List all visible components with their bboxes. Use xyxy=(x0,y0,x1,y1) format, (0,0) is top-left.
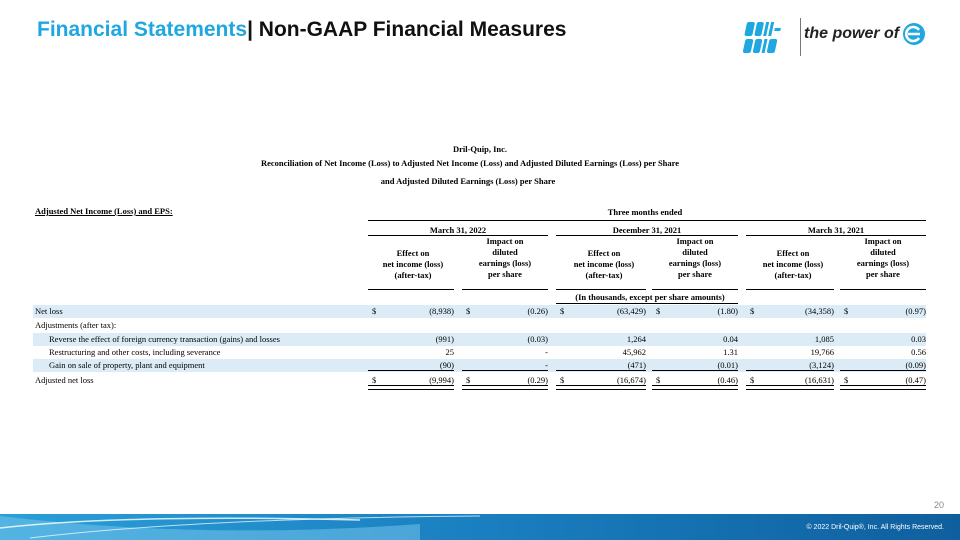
subtotal-underline xyxy=(746,370,834,371)
table-cell: 1,085 xyxy=(814,334,834,344)
table-row xyxy=(33,319,926,332)
currency-symbol: $ xyxy=(656,306,661,316)
column-header-line: Impact on xyxy=(864,236,902,246)
column-header-line: net income (loss) xyxy=(762,259,824,269)
row-label: Restructuring and other costs, including severance xyxy=(49,347,221,357)
table-cell: 25 xyxy=(445,347,454,357)
span-header: Three months ended xyxy=(607,207,683,217)
total-double-underline xyxy=(746,385,834,390)
table-cell: 1,264 xyxy=(626,334,646,344)
subtotal-underline xyxy=(652,370,738,371)
subtotal-underline xyxy=(840,370,926,371)
table-cell: (63,429) xyxy=(616,306,646,316)
column-header-underline xyxy=(840,289,926,290)
table-cell: 0.04 xyxy=(723,334,738,344)
currency-symbol: $ xyxy=(466,375,471,385)
table-cell: (9,994) xyxy=(429,375,454,385)
column-header-line: diluted xyxy=(682,247,708,257)
total-double-underline xyxy=(556,385,646,390)
column-header-line: Effect on xyxy=(396,248,430,258)
total-double-underline xyxy=(840,385,926,390)
column-header-line: Effect on xyxy=(776,248,810,258)
column-header-underline xyxy=(556,289,646,290)
table-row xyxy=(33,346,926,359)
column-header-line: Impact on xyxy=(486,236,524,246)
column-header-line: per share xyxy=(678,269,712,279)
column-header-line: (after-tax) xyxy=(585,270,623,280)
table-cell: (0.47) xyxy=(905,375,926,385)
currency-symbol: $ xyxy=(560,306,565,316)
span-underline xyxy=(368,220,926,221)
table-cell: 19,766 xyxy=(810,347,834,357)
table-cell: 1.31 xyxy=(723,347,738,357)
units-note: (In thousands, except per share amounts) xyxy=(575,292,725,302)
table-cell: (0.46) xyxy=(717,375,738,385)
column-header-impact xyxy=(462,236,548,280)
currency-symbol: $ xyxy=(750,375,755,385)
table-cell: (16,631) xyxy=(804,375,834,385)
title-accent: Financial Statements xyxy=(37,18,248,41)
period-header: December 31, 2021 xyxy=(612,225,682,235)
table-row xyxy=(33,305,926,318)
column-header-line: earnings (loss) xyxy=(478,258,532,268)
report-subtitle-1: Reconciliation of Net Income (Loss) to Adjusted Net Income (Loss) and Adjusted Diluted Earnings (Loss) per Share xyxy=(260,158,680,168)
copyright-text: © 2022 Dril-Quip®, Inc. All Rights Reserved. xyxy=(806,524,944,531)
currency-symbol: $ xyxy=(560,375,565,385)
column-header-line: Effect on xyxy=(587,248,621,258)
table-row xyxy=(33,333,926,346)
column-header-line: Impact on xyxy=(676,236,714,246)
column-header-effect xyxy=(556,248,652,281)
table-cell: - xyxy=(545,360,548,370)
table-cell: (0.01) xyxy=(717,360,738,370)
title-main: | Non-GAAP Financial Measures xyxy=(247,18,567,41)
table-cell: (8,938) xyxy=(429,306,454,316)
row-label: Adjustments (after tax): xyxy=(35,320,117,330)
subtotal-underline xyxy=(556,370,646,371)
column-header-underline xyxy=(368,289,454,290)
column-header-impact xyxy=(652,236,738,280)
column-header-line: per share xyxy=(866,269,900,279)
table-cell: 0.03 xyxy=(911,334,926,344)
column-header-line: diluted xyxy=(492,247,518,257)
column-header-line: diluted xyxy=(870,247,896,257)
report-subtitle-2: and Adjusted Diluted Earnings (Loss) per Share xyxy=(380,176,556,186)
column-header-effect xyxy=(746,248,840,281)
column-header-line: per share xyxy=(488,269,522,279)
page-title xyxy=(37,18,566,42)
column-header-line: net income (loss) xyxy=(382,259,444,269)
currency-symbol: $ xyxy=(844,375,849,385)
currency-symbol: $ xyxy=(844,306,849,316)
column-header-impact xyxy=(840,236,926,280)
currency-symbol: $ xyxy=(466,306,471,316)
company-logo xyxy=(740,16,930,60)
total-double-underline xyxy=(462,385,548,390)
total-double-underline xyxy=(368,385,454,390)
subtotal-underline xyxy=(462,370,548,371)
table-cell: 0.56 xyxy=(911,347,926,357)
page-number: 20 xyxy=(933,500,944,510)
table-cell: - xyxy=(545,347,548,357)
table-cell: (0.09) xyxy=(905,360,926,370)
table-cell: (3,124) xyxy=(809,360,834,370)
column-header-line: net income (loss) xyxy=(573,259,635,269)
column-header-effect xyxy=(368,248,458,281)
table-cell: (34,358) xyxy=(804,306,834,316)
column-header-line: (after-tax) xyxy=(394,270,432,280)
column-header-underline xyxy=(652,289,738,290)
table-cell: (991) xyxy=(435,334,454,344)
table-cell: 45,962 xyxy=(622,347,646,357)
logo-divider xyxy=(800,18,801,56)
period-header: March 31, 2022 xyxy=(429,225,487,235)
section-label: Adjusted Net Income (Loss) and EPS: xyxy=(35,206,173,216)
period-header: March 31, 2021 xyxy=(807,225,865,235)
column-header-underline xyxy=(746,289,834,290)
currency-symbol: $ xyxy=(656,375,661,385)
column-header-underline xyxy=(462,289,548,290)
row-label: Net loss xyxy=(35,306,63,316)
table-cell: (90) xyxy=(439,360,454,370)
table-cell: (471) xyxy=(627,360,646,370)
column-header-line: earnings (loss) xyxy=(856,258,910,268)
row-label: Gain on sale of property, plant and equipment xyxy=(49,360,205,370)
table-cell: (1.80) xyxy=(717,306,738,316)
table-cell: (16,674) xyxy=(616,375,646,385)
currency-symbol: $ xyxy=(372,375,377,385)
currency-symbol: $ xyxy=(750,306,755,316)
column-header-line: (after-tax) xyxy=(774,270,812,280)
dril-quip-logo-icon xyxy=(740,18,792,58)
column-header-line: earnings (loss) xyxy=(668,258,722,268)
units-underline xyxy=(556,303,738,304)
power-e-logo-icon xyxy=(902,22,926,46)
report-company: Dril-Quip, Inc. xyxy=(452,144,508,154)
total-double-underline xyxy=(652,385,738,390)
logo-tagline: the power of xyxy=(804,25,900,42)
table-cell: (0.26) xyxy=(527,306,548,316)
table-cell: (0.29) xyxy=(527,375,548,385)
table-cell: (0.97) xyxy=(905,306,926,316)
currency-symbol: $ xyxy=(372,306,377,316)
table-cell: (0.03) xyxy=(527,334,548,344)
row-label: Adjusted net loss xyxy=(35,375,94,385)
subtotal-underline xyxy=(368,370,454,371)
row-label: Reverse the effect of foreign currency transaction (gains) and losses xyxy=(49,334,280,344)
